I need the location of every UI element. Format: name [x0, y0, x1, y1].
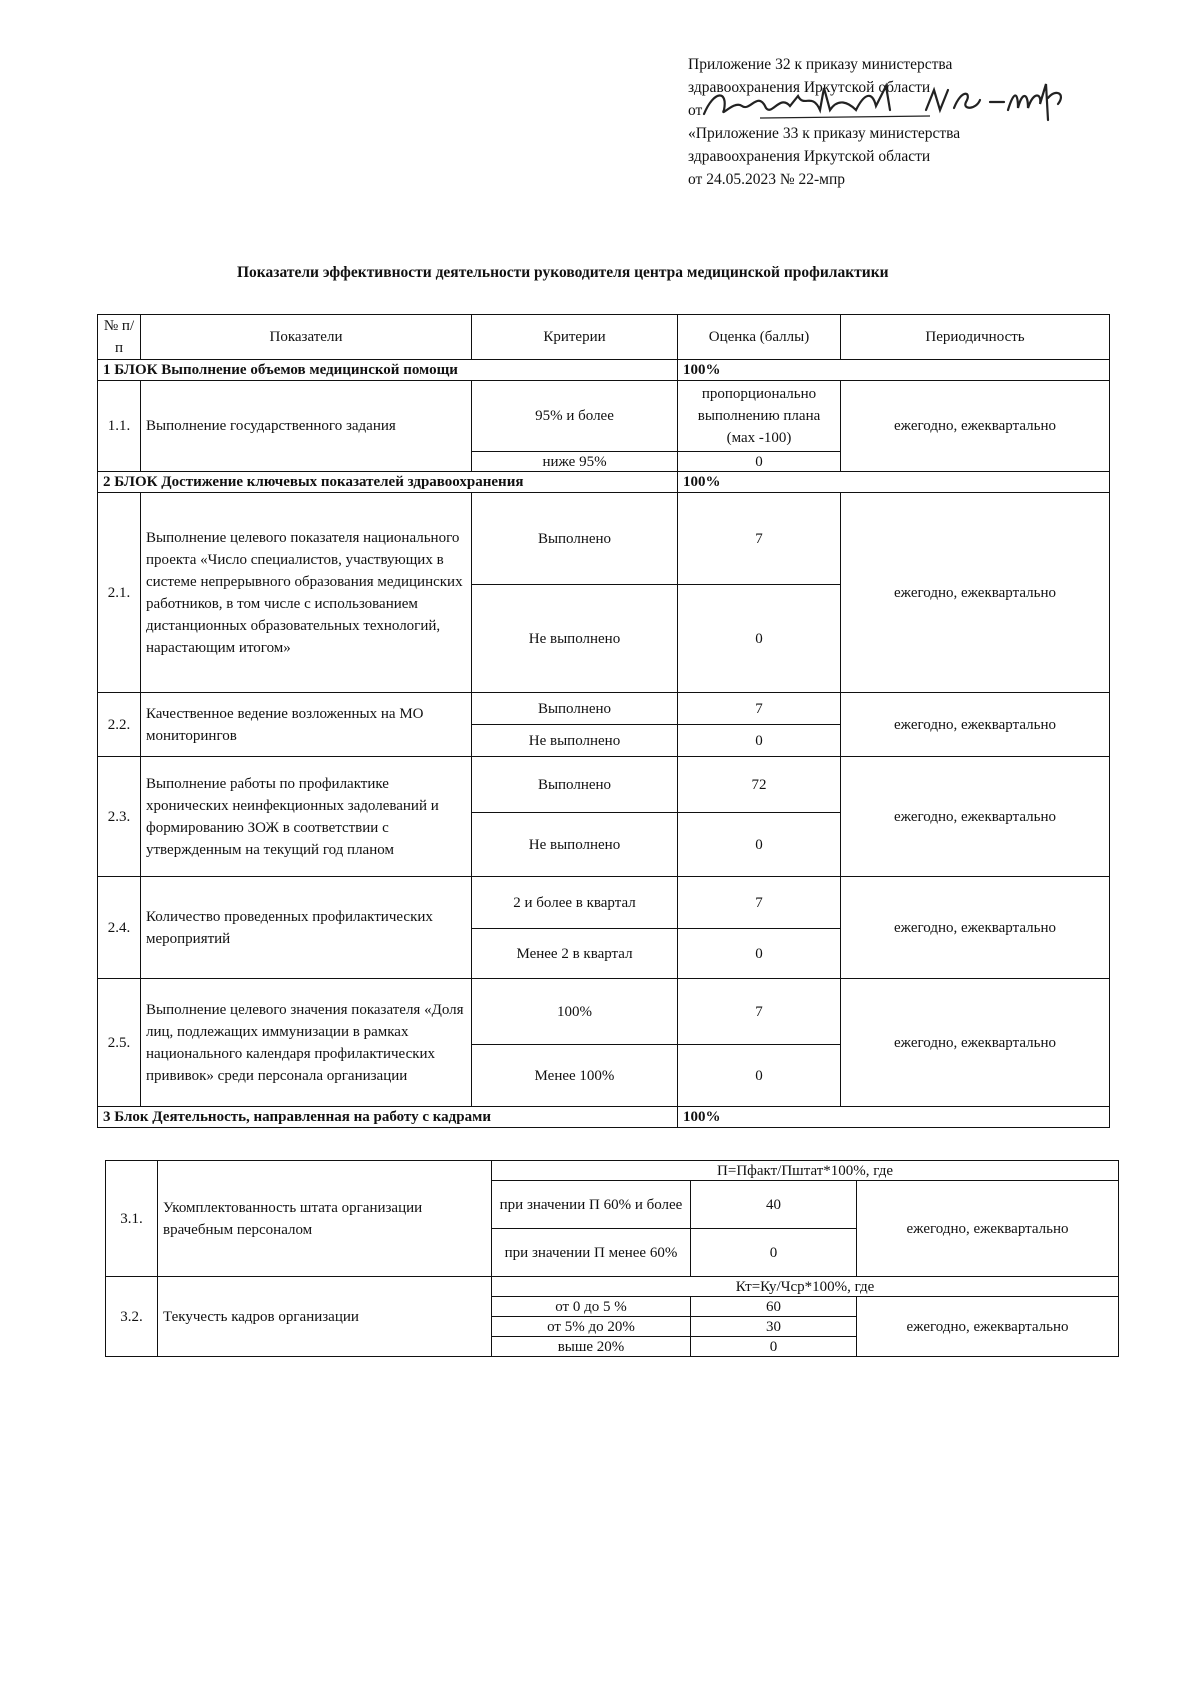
- block-row-3: [98, 1107, 1110, 1128]
- score-cell: 40: [691, 1181, 857, 1229]
- criterion-cell: при значении П менее 60%: [492, 1229, 691, 1277]
- formula-row: [106, 1277, 1119, 1297]
- table-row: [98, 693, 1110, 725]
- score-cell: 60: [691, 1297, 857, 1317]
- formula-row: [106, 1161, 1119, 1181]
- criterion-cell: Менее 2 в квартал: [472, 929, 678, 979]
- period-cell: ежегодно, ежеквартально: [841, 693, 1110, 757]
- header-num: № п/п: [98, 315, 141, 360]
- row-number: 2.5.: [98, 979, 141, 1107]
- block-row-2: [98, 472, 1110, 493]
- block-3-label: 3 Блок Деятельность, направленная на работу с кадрами: [98, 1107, 678, 1128]
- table-row: [98, 381, 1110, 452]
- row-number: 2.3.: [98, 757, 141, 877]
- score-cell: пропорционально выполнению плана (мах -100): [678, 381, 841, 452]
- handwritten-date-signature: [700, 80, 1070, 124]
- header-line-2: здравоохранения Иркутской области: [688, 79, 931, 96]
- period-cell: ежегодно, ежеквартально: [841, 757, 1110, 877]
- row-number: 2.4.: [98, 877, 141, 979]
- table-row: [98, 877, 1110, 929]
- score-cell: 0: [678, 452, 841, 472]
- header-line-5: здравоохранения Иркутской области: [688, 148, 931, 165]
- criterion-cell: Менее 100%: [472, 1045, 678, 1107]
- block-1-label: 1 БЛОК Выполнение объемов медицинской помощи: [98, 360, 678, 381]
- header-date-prefix: от: [688, 102, 703, 119]
- table-row: [98, 493, 1110, 585]
- indicator-text: Выполнение целевого показателя национального проекта «Число специалистов, участвующих в системе непрерывного образования медицинских работников, в том числе с использованием дистанционных образовательных технологий, нарастающим итогом»: [141, 493, 472, 693]
- indicator-text: Качественное ведение возложенных на МО мониторингов: [141, 693, 472, 757]
- header-line-1: Приложение 32 к приказу министерства: [688, 56, 953, 73]
- score-cell: 0: [678, 1045, 841, 1107]
- criterion-cell: от 0 до 5 %: [492, 1297, 691, 1317]
- table-row: [98, 979, 1110, 1045]
- indicator-text: Выполнение государственного задания: [141, 381, 472, 472]
- criterion-cell: Не выполнено: [472, 813, 678, 877]
- indicator-text: Количество проведенных профилактических мероприятий: [141, 877, 472, 979]
- header-indicator: Показатели: [141, 315, 472, 360]
- criterion-cell: от 5% до 20%: [492, 1317, 691, 1337]
- formula-text: Кт=Ку/Чср*100%, где: [492, 1277, 1119, 1297]
- score-cell: 7: [678, 979, 841, 1045]
- row-number: 1.1.: [98, 381, 141, 472]
- header-line-6: от 24.05.2023 № 22-мпр: [688, 171, 845, 188]
- row-number: 2.1.: [98, 493, 141, 693]
- indicator-text: Выполнение целевого значения показателя «Доля лиц, подлежащих иммунизации в рамках национального календаря профилактических прививок» среди персонала организации: [141, 979, 472, 1107]
- criterion-cell: 95% и более: [472, 381, 678, 452]
- criterion-cell: Выполнено: [472, 757, 678, 813]
- block-2-label: 2 БЛОК Достижение ключевых показателей здравоохранения: [98, 472, 678, 493]
- indicator-text: Выполнение работы по профилактике хронических неинфекционных задолеваний и формированию ЗОЖ в соответствии с утвержденным на текущий год планом: [141, 757, 472, 877]
- score-cell: 0: [678, 725, 841, 757]
- table-header-row: [98, 315, 1110, 360]
- indicator-text: Текучесть кадров организации: [158, 1277, 492, 1357]
- criterion-cell: выше 20%: [492, 1337, 691, 1357]
- criterion-cell: Выполнено: [472, 693, 678, 725]
- header-score: Оценка (баллы): [678, 315, 841, 360]
- criterion-cell: Не выполнено: [472, 585, 678, 693]
- formula-text: П=Пфакт/Пштат*100%, где: [492, 1161, 1119, 1181]
- criterion-cell: Выполнено: [472, 493, 678, 585]
- header-criteria: Критерии: [472, 315, 678, 360]
- header-period: Периодичность: [841, 315, 1110, 360]
- staffing-indicators-table: [105, 1160, 1119, 1357]
- indicator-text: Укомплектованность штата организации врачебным персоналом: [158, 1161, 492, 1277]
- score-cell: 0: [691, 1229, 857, 1277]
- indicators-table: [97, 314, 1110, 1128]
- score-cell: 0: [678, 585, 841, 693]
- header-line-4: «Приложение 33 к приказу министерства: [688, 125, 961, 142]
- row-number: 3.2.: [106, 1277, 158, 1357]
- score-cell: 7: [678, 693, 841, 725]
- score-cell: 7: [678, 493, 841, 585]
- period-cell: ежегодно, ежеквартально: [841, 493, 1110, 693]
- table-row: [98, 757, 1110, 813]
- row-number: 3.1.: [106, 1161, 158, 1277]
- row-number: 2.2.: [98, 693, 141, 757]
- criterion-cell: ниже 95%: [472, 452, 678, 472]
- score-cell: 0: [678, 929, 841, 979]
- score-cell: 72: [678, 757, 841, 813]
- block-3-percent: 100%: [678, 1107, 1110, 1128]
- score-cell: 30: [691, 1317, 857, 1337]
- period-cell: ежегодно, ежеквартально: [841, 877, 1110, 979]
- block-2-percent: 100%: [678, 472, 1110, 493]
- criterion-cell: Не выполнено: [472, 725, 678, 757]
- period-cell: ежегодно, ежеквартально: [841, 979, 1110, 1107]
- period-cell: ежегодно, ежеквартально: [857, 1181, 1119, 1277]
- block-row-1: [98, 360, 1110, 381]
- criterion-cell: 100%: [472, 979, 678, 1045]
- page-title: Показатели эффективности деятельности руководителя центра медицинской профилактики: [237, 264, 889, 281]
- score-cell: 0: [678, 813, 841, 877]
- criterion-cell: при значении П 60% и более: [492, 1181, 691, 1229]
- criterion-cell: 2 и более в квартал: [472, 877, 678, 929]
- score-cell: 0: [691, 1337, 857, 1357]
- score-cell: 7: [678, 877, 841, 929]
- period-cell: ежегодно, ежеквартально: [841, 381, 1110, 472]
- period-cell: ежегодно, ежеквартально: [857, 1297, 1119, 1357]
- block-1-percent: 100%: [678, 360, 1110, 381]
